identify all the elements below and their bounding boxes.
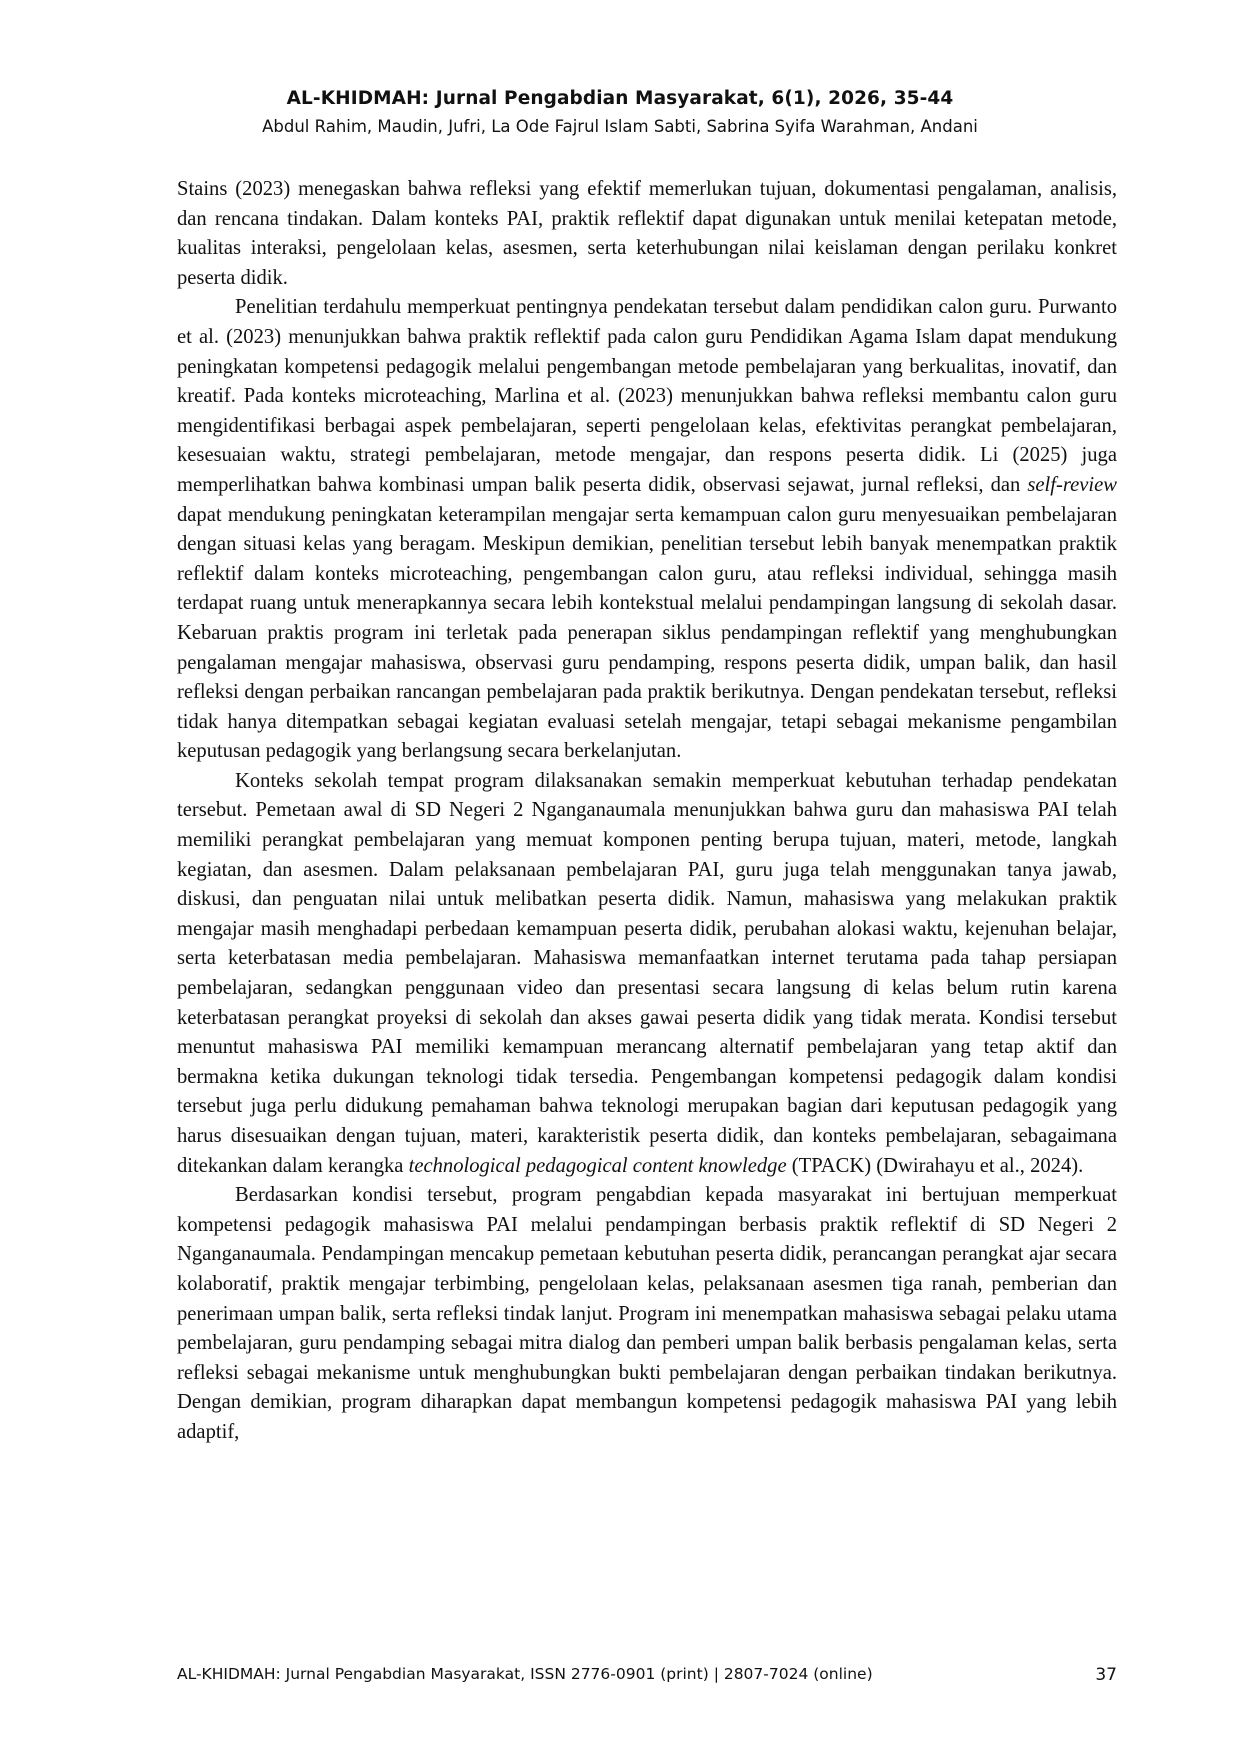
running-header [0,86,1240,140]
page-number: 37 [1095,1665,1117,1685]
author-list: Abdul Rahim, Maudin, Jufri, La Ode Fajrul Islam Sabti, Sabrina Syifa Warahman, Andani [262,117,978,136]
paragraph-3-text-b: (TPACK) (Dwirahayu et al., 2024). [786,1154,1084,1177]
paragraph-3-italic-term: technological pedagogical content knowledge [408,1154,787,1177]
paragraph-2-text-b: dapat mendukung peningkatan keterampilan mengajar serta kemampuan calon guru menyesuaikan pembelajaran dengan situasi kelas yang beragam. Meskipun demikian, penelitian tersebut lebih banyak menempatkan praktik reflektif dalam konteks microteaching, pengembangan calon guru, atau refleksi individual, sehingga masih terdapat ruang untuk menerapkannya secara lebih kontekstual melalui pendampingan langsung di sekolah dasar. Kebaruan praktis program ini terletak pada penerapan siklus pendampingan reflektif yang menghubungkan pengalaman mengajar mahasiswa, observasi guru pendamping, respons peserta didik, umpan balik, dan hasil refleksi dengan perbaikan rancangan pembelajaran pada praktik berikutnya. Dengan pendekatan tersebut, refleksi tidak hanya ditempatkan sebagai kegiatan evaluasi setelah mengajar, tetapi sebagai mekanisme pengambilan keputusan pedagogik yang berlangsung secara berkelanjutan. [177,503,1117,763]
paragraph-3-text-a: Konteks sekolah tempat program dilaksanakan semakin memperkuat kebutuhan terhadap pendekatan tersebut. Pemetaan awal di SD Negeri 2 Nganganaumala menunjukkan bahwa guru dan mahasiswa PAI telah memiliki perangkat pembelajaran yang memuat komponen penting berupa tujuan, materi, metode, langkah kegiatan, dan asesmen. Dalam pelaksanaan pembelajaran PAI, guru juga telah menggunakan tanya jawab, diskusi, dan penguatan nilai untuk melibatkan peserta didik. Namun, mahasiswa yang melakukan praktik mengajar masih menghadapi perbedaan kemampuan peserta didik, perubahan alokasi waktu, kejenuhan belajar, serta keterbatasan media pembelajaran. Mahasiswa memanfaatkan internet terutama pada tahap persiapan pembelajaran, sedangkan penggunaan video dan presentasi secara langsung di kelas belum rutin karena keterbatasan perangkat proyeksi di sekolah dan akses gawai peserta didik yang tidak merata. Kondisi tersebut menuntut mahasiswa PAI memiliki kemampuan merancang alternatif pembelajaran yang tetap aktif dan bermakna ketika dukungan teknologi tidak tersedia. Pengembangan kompetensi pedagogik dalam kondisi tersebut juga perlu didukung pemahaman bahwa teknologi merupakan bagian dari keputusan pedagogik yang harus disesuaikan dengan tujuan, materi, karakteristik peserta didik, dan konteks pembelajaran, sebagaimana ditekankan dalam kerangka [177,769,1117,1177]
paragraph-1: Stains (2023) menegaskan bahwa refleksi yang efektif memerlukan tujuan, dokumentasi pengalaman, analisis, dan rencana tindakan. Dalam konteks PAI, praktik reflektif dapat digunakan untuk menilai ketepatan metode, kualitas interaksi, pengelolaan kelas, asesmen, serta keterhubungan nilai keislaman dengan perilaku konkret peserta didik. [177,178,1117,289]
paragraph-3 [177,767,1117,1181]
paragraph-4: Berdasarkan kondisi tersebut, program pengabdian kepada masyarakat ini bertujuan memperkuat kompetensi pedagogik mahasiswa PAI melalui pendampingan berbasis praktik reflektif di SD Negeri 2 Nganganaumala. Pendampingan mencakup pemetaan kebutuhan peserta didik, perancangan perangkat ajar secara kolaboratif, praktik mengajar terbimbing, pengelolaan kelas, pelaksanaan asesmen tiga ranah, pemberian dan penerimaan umpan balik, serta refleksi tindak lanjut. Program ini menempatkan mahasiswa sebagai pelaku utama pembelajaran, guru pendamping sebagai mitra dialog dan pemberi umpan balik berbasis pengalaman kelas, serta refleksi sebagai mekanisme untuk menghubungkan bukti pembelajaran dengan perbaikan tindakan berikutnya. Dengan demikian, program diharapkan dapat membangun kompetensi pedagogik mahasiswa PAI yang lebih adaptif, [177,1184,1117,1443]
article-body [177,175,1117,1448]
paragraph-2-italic-term: self-review [1027,473,1117,496]
journal-title: AL-KHIDMAH: Jurnal Pengabdian Masyarakat, 6(1), 2026, 35-44 [286,88,954,109]
paragraph-2-text-a: Penelitian terdahulu memperkuat pentingnya pendekatan tersebut dalam pendidikan calon guru. Purwanto et al. (2023) menunjukkan bahwa praktik reflektif pada calon guru Pendidikan Agama Islam dapat mendukung peningkatan kompetensi pedagogik melalui pengembangan metode pembelajaran yang berkualitas, inovatif, dan kreatif. Pada konteks microteaching, Marlina et al. (2023) menunjukkan bahwa refleksi membantu calon guru mengidentifikasi berbagai aspek pembelajaran, seperti pengelolaan kelas, efektivitas perangkat pembelajaran, kesesuaian waktu, strategi pembelajaran, metode mengajar, dan respons peserta didik. Li (2025) juga memperlihatkan bahwa kombinasi umpan balik peserta didik, observasi sejawat, jurnal refleksi, dan [177,296,1117,496]
footer-journal-info: AL-KHIDMAH: Jurnal Pengabdian Masyarakat, ISSN 2776-0901 (print) | 2807-7024 (online) [177,1665,873,1683]
paragraph-2 [177,293,1117,767]
